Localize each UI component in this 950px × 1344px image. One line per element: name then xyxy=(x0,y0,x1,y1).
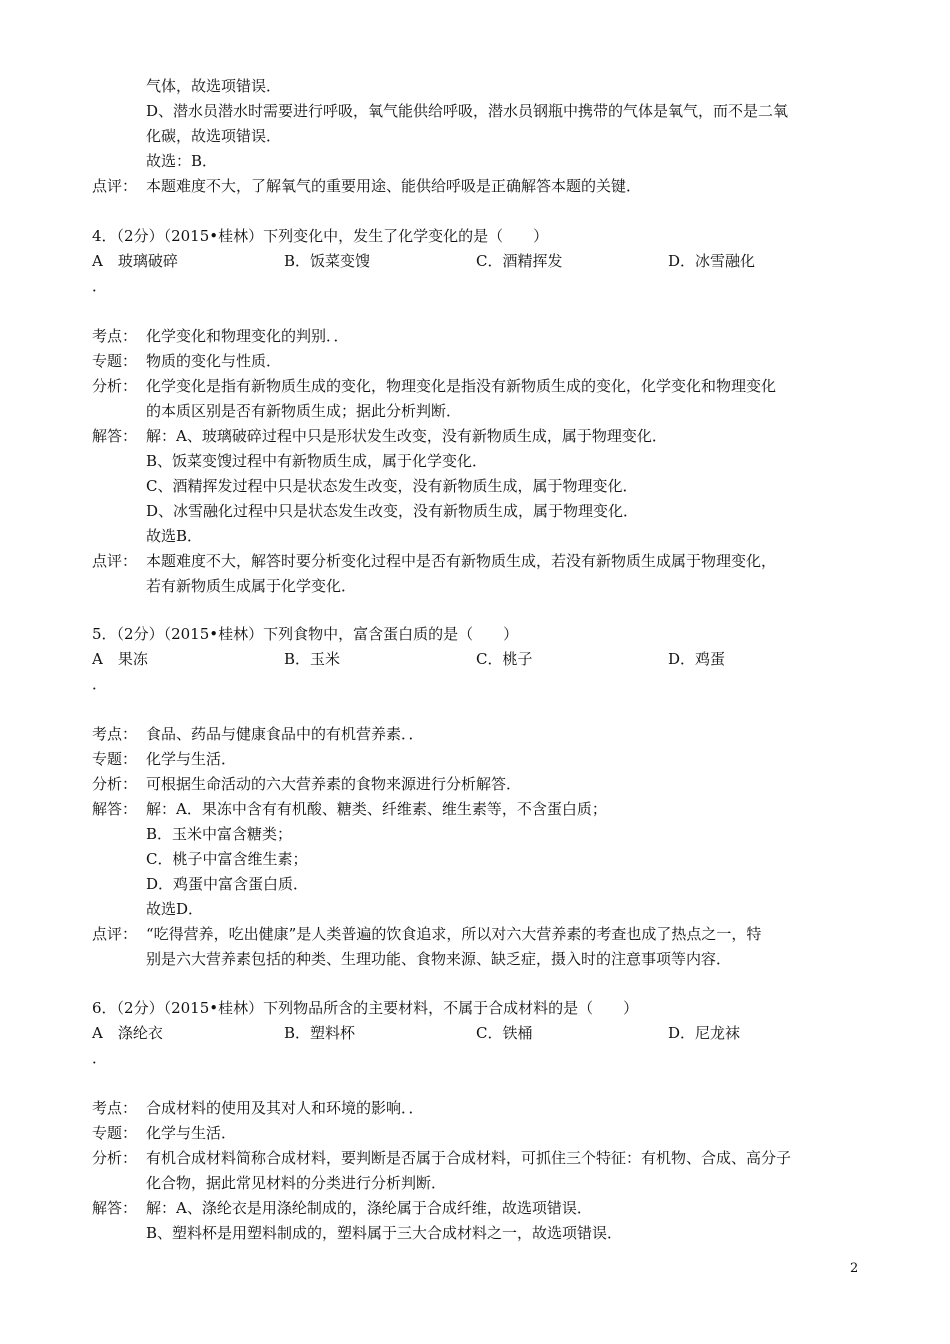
option-c: C．酒精挥发 xyxy=(476,252,563,270)
dianping-line: “吃得营养，吃出健康”是人类普遍的饮食追求，所以对六大营养素的考查也成了热点之一，特 xyxy=(146,925,762,943)
jieda-line: 解：A、玻璃破碎过程中只是形状发生改变，没有新物质生成，属于物理变化． xyxy=(146,427,667,445)
kaodian-label: 考点： xyxy=(92,725,138,743)
zhuanti-text: 化学与生活． xyxy=(146,750,237,768)
option-b: B．饭菜变馊 xyxy=(284,252,371,270)
option-dot: ． xyxy=(92,675,108,693)
kaodian-text: 化学变化和物理变化的判别．． xyxy=(146,327,349,345)
fenxi-line: 可根据生命活动的六大营养素的食物来源进行分析解答． xyxy=(146,775,522,793)
option-a: A 玻璃破碎 xyxy=(92,252,178,270)
page-number: 2 xyxy=(850,1261,859,1276)
kaodian-text: 食品、药品与健康食品中的有机营养素．． xyxy=(146,725,424,743)
comment-label: 点评： xyxy=(92,177,138,195)
fenxi-label: 分析： xyxy=(92,377,138,395)
fenxi-label: 分析： xyxy=(92,1149,138,1167)
zhuanti-label: 专题： xyxy=(92,352,138,370)
answer-line: 气体，故选项错误． xyxy=(146,77,282,95)
jieda-label: 解答： xyxy=(92,427,138,445)
kaodian-label: 考点： xyxy=(92,1099,138,1117)
jieda-line: C．桃子中富含维生素； xyxy=(146,850,308,868)
jieda-line: 解：A．果冻中含有有机酸、糖类、纤维素、维生素等，不含蛋白质； xyxy=(146,800,607,818)
jieda-line: 解：A、涤纶衣是用涤纶制成的，涤纶属于合成纤维，故选项错误． xyxy=(146,1199,592,1217)
jieda-line: 故选B． xyxy=(146,527,203,545)
jieda-line: D、冰雪融化过程中只是状态发生改变，没有新物质生成，属于物理变化． xyxy=(146,502,639,520)
comment-text: 本题难度不大，了解氧气的重要用途、能供给呼吸是正确解答本题的关键． xyxy=(146,177,642,195)
jieda-line: B．玉米中富含糖类； xyxy=(146,825,293,843)
dianping-line: 本题难度不大，解答时要分析变化过程中是否有新物质生成，若没有新物质生成属于物理变化， xyxy=(146,552,777,570)
kaodian-text: 合成材料的使用及其对人和环境的影响．． xyxy=(146,1099,424,1117)
fenxi-line: 化学变化是指有新物质生成的变化，物理变化是指没有新物质生成的变化，化学变化和物理变化 xyxy=(146,377,777,395)
option-a: A 果冻 xyxy=(92,650,148,668)
question-stem: 4．（2分）（2015•桂林）下列变化中，发生了化学变化的是（ ） xyxy=(92,227,549,245)
fenxi-line: 的本质区别是否有新物质生成；据此分析判断． xyxy=(146,402,462,420)
option-b: B．塑料杯 xyxy=(284,1024,356,1042)
fenxi-line: 化合物，据此常见材料的分类进行分析判断． xyxy=(146,1174,447,1192)
option-d: D．尼龙袜 xyxy=(668,1024,741,1042)
question-stem: 5．（2分）（2015•桂林）下列食物中，富含蛋白质的是（ ） xyxy=(92,625,519,643)
option-b: B．玉米 xyxy=(284,650,341,668)
fenxi-line: 有机合成材料简称合成材料，要判断是否属于合成材料，可抓住三个特征：有机物、合成、高分子 xyxy=(146,1149,792,1167)
answer-line: 故选：B． xyxy=(146,152,218,170)
option-d: D．鸡蛋 xyxy=(668,650,726,668)
zhuanti-text: 物质的变化与性质． xyxy=(146,352,282,370)
answer-line: 化碳，故选项错误． xyxy=(146,127,282,145)
dianping-label: 点评： xyxy=(92,552,138,570)
zhuanti-label: 专题： xyxy=(92,1124,138,1142)
jieda-label: 解答： xyxy=(92,800,138,818)
option-c: C．铁桶 xyxy=(476,1024,533,1042)
dianping-label: 点评： xyxy=(92,925,138,943)
jieda-label: 解答： xyxy=(92,1199,138,1217)
jieda-line: B、塑料杯是用塑料制成的，塑料属于三大合成材料之一，故选项错误． xyxy=(146,1224,623,1242)
kaodian-label: 考点： xyxy=(92,327,138,345)
option-c: C．桃子 xyxy=(476,650,533,668)
question-stem: 6．（2分）（2015•桂林）下列物品所含的主要材料，不属于合成材料的是（ ） xyxy=(92,999,639,1017)
option-dot: ． xyxy=(92,1049,108,1067)
option-a: A 涤纶衣 xyxy=(92,1024,163,1042)
jieda-line: 故选D． xyxy=(146,900,204,918)
zhuanti-label: 专题： xyxy=(92,750,138,768)
answer-line: D、潜水员潜水时需要进行呼吸，氧气能供给呼吸，潜水员钢瓶中携带的气体是氧气，而不是二氧 xyxy=(146,102,789,120)
option-dot: ． xyxy=(92,277,108,295)
zhuanti-text: 化学与生活． xyxy=(146,1124,237,1142)
jieda-line: D．鸡蛋中富含蛋白质． xyxy=(146,875,309,893)
dianping-line: 别是六大营养素包括的种类、生理功能、食物来源、缺乏症，摄入时的注意事项等内容． xyxy=(146,950,732,968)
dianping-line: 若有新物质生成属于化学变化． xyxy=(146,577,357,595)
jieda-line: C、酒精挥发过程中只是状态发生改变，没有新物质生成，属于物理变化． xyxy=(146,477,638,495)
jieda-line: B、饭菜变馊过程中有新物质生成，属于化学变化． xyxy=(146,452,488,470)
fenxi-label: 分析： xyxy=(92,775,138,793)
option-d: D．冰雪融化 xyxy=(668,252,756,270)
